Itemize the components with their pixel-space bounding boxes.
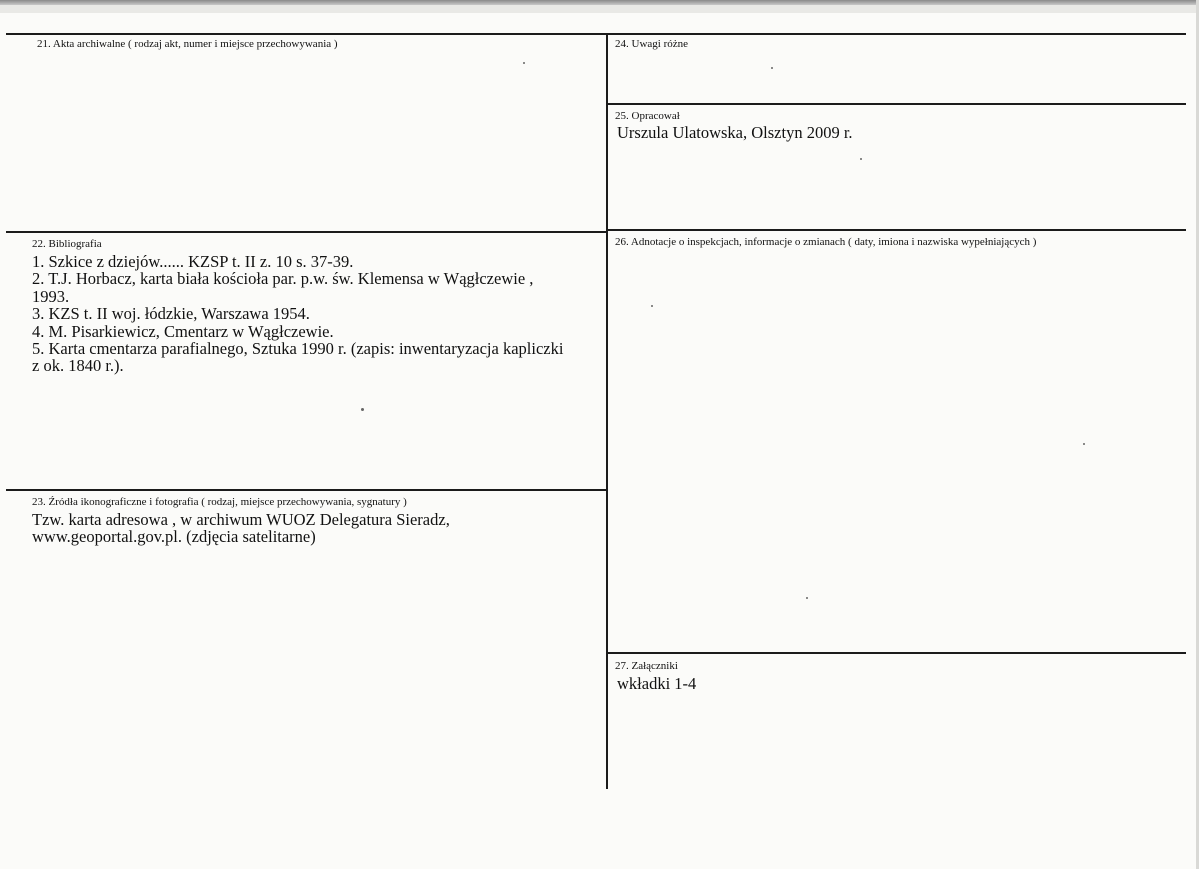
rule-left-22 [6, 231, 608, 233]
bibliography-list [32, 253, 602, 375]
section-26-label: 26. Adnotacje o inspekcjach, informacje o zmianach ( daty, imiona i nazwiska wypełniających ) [615, 236, 1037, 248]
scan-speck [361, 408, 364, 411]
bibliography-item: 3. KZS t. II woj. łódzkie, Warszawa 1954. [32, 304, 310, 324]
section-22-label: 22. Bibliografia [32, 238, 102, 250]
rule-right-25 [606, 103, 1186, 105]
bibliography-item: 4. M. Pisarkiewicz, Cmentarz w Wągłczewie. [32, 321, 334, 341]
bibliography-item: 1. Szkice z dziejów...... KZSP t. II z. 10 s. 37-39. [32, 252, 354, 271]
section-27-label: 27. Załączniki [615, 660, 678, 672]
rule-right-26 [606, 229, 1186, 231]
section-21-label: 21. Akta archiwalne ( rodzaj akt, numer i miejsce przechowywania ) [37, 38, 338, 50]
section-25-label: 25. Opracował [615, 110, 680, 122]
prepared-by-value: Urszula Ulatowska, Olsztyn 2009 r. [617, 123, 853, 142]
scan-speck [860, 158, 862, 160]
scan-speck [1083, 443, 1085, 445]
center-divider [606, 33, 608, 789]
scan-speck [523, 62, 525, 64]
scan-speck [651, 305, 653, 307]
bibliography-item: z ok. 1840 r.). [32, 356, 124, 376]
rule-left-23 [6, 489, 608, 491]
attachments-value: wkładki 1-4 [617, 674, 697, 693]
iconographic-line: www.geoportal.gov.pl. (zdjęcia satelitarne) [32, 527, 316, 547]
bibliography-item: 1993. [32, 286, 70, 306]
scan-speck [806, 597, 808, 599]
scan-top-edge [0, 5, 1199, 13]
top-rule [6, 33, 1186, 35]
rule-right-27 [606, 652, 1186, 654]
scan-speck [771, 67, 773, 69]
section-23-label: 23. Źródła ikonograficzne i fotografia ( rodzaj, miejsce przechowywania, sygnatury ) [32, 496, 407, 508]
bibliography-item: 5. Karta cmentarza parafialnego, Sztuka 1990 r. (zapis: inwentaryzacja kapliczki [32, 339, 564, 359]
iconographic-line: Tzw. karta adresowa , w archiwum WUOZ Delegatura Sieradz, [32, 510, 450, 529]
section-24-label: 24. Uwagi różne [615, 38, 689, 50]
bibliography-item: 2. T.J. Horbacz, karta biała kościoła par. p.w. św. Klemensa w Wągłczewie , [32, 269, 534, 289]
iconographic-sources-text [32, 511, 602, 546]
